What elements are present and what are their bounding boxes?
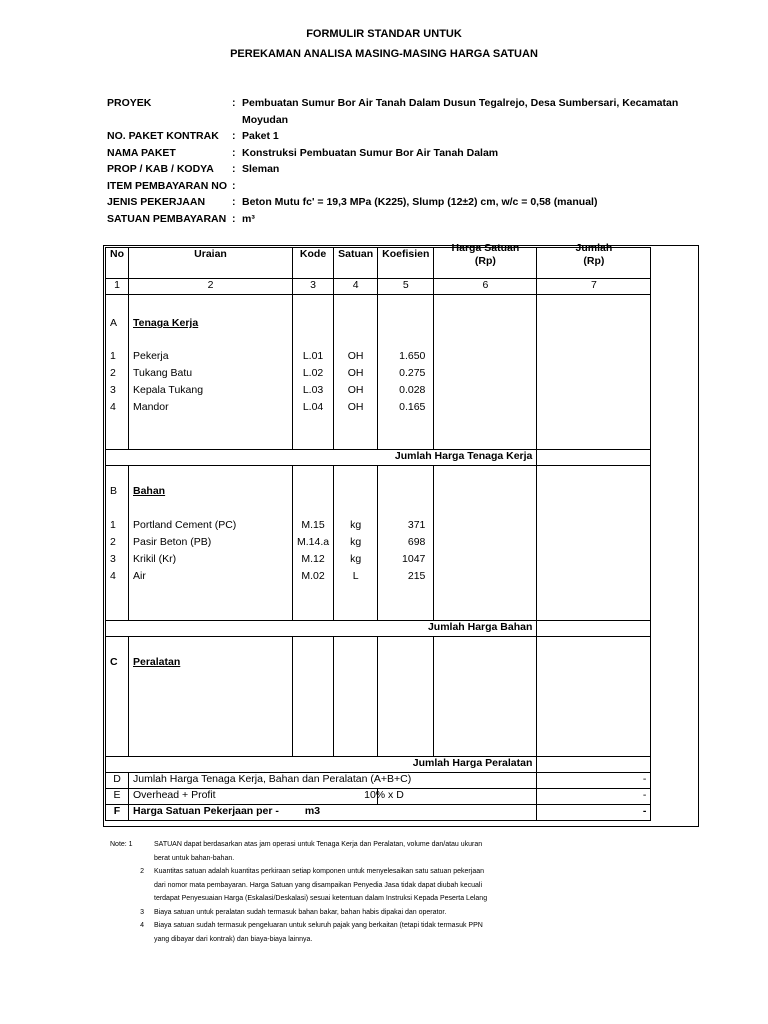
list-item: Pasir Beton (PB) [133, 536, 212, 548]
list-item: Tukang Batu [133, 367, 193, 379]
header-koefisien: Koefisien [378, 248, 434, 279]
footer-row-f: F Harga Satuan Pekerjaan per - m3 - [106, 805, 651, 821]
info-value: Konstruksi Pembuatan Sumur Bor Air Tanah Dalam [242, 146, 499, 159]
info-label: JENIS PEKERJAAN [107, 196, 206, 208]
notes-label: Note: 1 [110, 841, 133, 848]
list-item: Pekerja [133, 350, 169, 362]
project-info [107, 95, 727, 227]
footer-row-e: E Overhead + Profit 10% x D - [106, 789, 651, 805]
section-c-title: Peralatan [133, 656, 181, 668]
list-item: Portland Cement (PC) [133, 519, 237, 531]
info-label: SATUAN PEMBAYARAN [107, 212, 227, 225]
header-jumlah: Jumlah (Rp) [537, 248, 651, 279]
column-number-row: 1 2 3 4 5 6 7 [106, 279, 651, 295]
info-value: Sleman [242, 163, 280, 175]
info-label: PROYEK [107, 97, 152, 109]
info-value: Paket 1 [242, 130, 279, 142]
header-uraian: Uraian [129, 248, 293, 279]
info-row-satuan: SATUAN PEMBAYARAN : m³ [107, 211, 727, 228]
info-row-nama-paket: NAMA PAKET : Konstruksi Pembuatan Sumur Bor Air Tanah Dalam [107, 145, 727, 162]
info-value: Beton Mutu fc' = 19,3 MPa (K225), Slump (12±2) cm, w/c = 0,58 (manual) [242, 196, 598, 208]
list-item: Krikil (Kr) [133, 553, 177, 565]
info-row-item: ITEM PEMBAYARAN NO : [107, 178, 727, 195]
info-label: ITEM PEMBAYARAN NO [107, 179, 227, 192]
info-row-prop: PROP / KAB / KODYA : Sleman [107, 161, 727, 178]
info-row-paket: NO. PAKET KONTRAK : Paket 1 [107, 128, 727, 145]
form-title-line1: FORMULIR STANDAR UNTUK [306, 28, 462, 40]
section-a-body: A 1 2 3 4 Tenaga Kerja Pekerja Tukang Batu Kepala Tukang Mandor L.01 L.02 L.03 L.04 OH OH OH OH 1.650 0.275 0.028 0.165 [106, 295, 651, 450]
header-no: No [106, 248, 129, 279]
section-c-body: C Peralatan [106, 637, 651, 757]
info-row-jenis: JENIS PEKERJAAN : Beton Mutu fc' = 19,3 MPa (K225), Slump (12±2) cm, w/c = 0,58 (manual) [107, 194, 727, 211]
header-harga-satuan: Harga Satuan (Rp) [434, 248, 537, 279]
info-value-cont: Moyudan [242, 113, 289, 126]
info-label: PROP / KAB / KODYA [107, 163, 214, 175]
section-a-total-label: Jumlah Harga Tenaga Kerja [106, 450, 537, 466]
info-label: NO. PAKET KONTRAK [107, 130, 219, 142]
section-c-total-label: Jumlah Harga Peralatan [106, 757, 537, 773]
list-item: Kepala Tukang [133, 384, 204, 396]
info-value: m³ [242, 212, 255, 225]
section-a-total-row [106, 450, 651, 466]
notes: Note: 1 SATUAN dapat berdasarkan atas jam operasi untuk Tenaga Kerja dan Peralatan, volume dan/atau ukuran berat untuk bahan-bahan. 2 Kuantitas satuan adalah kuantitas perkiraan setiap komponen untuk menyelesaikan satu satuan pekerjaan dari nomor mata pembayaran. Harga Satuan yang disampaikan Penyedia Jasa tidak dapat diubah kecuali terdapat Penyesuaian Harga (Eskalasi/Deskalasi) sesuai ketentuan dalam Instruksi Kepada Peserta Lelang 3 Biaya satuan untuk peralatan sudah termasuk bahan bakar, bahan habis dipakai dan operator. 4 Biaya satuan sudah termasuk pengeluaran untuk seluruh pajak yang berkaitan (tetapi tidak termasuk PPN yang dibayar dari kontrak) dan biaya-biaya lainnya. [110, 838, 560, 946]
section-c-total-row [106, 757, 651, 773]
section-b-total-row [106, 621, 651, 637]
section-b-total-label: Jumlah Harga Bahan [106, 621, 537, 637]
section-b-body: B 1 2 3 4 Bahan Portland Cement (PC) Pasir Beton (PB) Krikil (Kr) Air M.15 M.14.a M.12 M.02 kg kg kg L 371 698 1047 215 [106, 466, 651, 621]
header-satuan: Satuan [334, 248, 378, 279]
section-b-title: Bahan [133, 485, 166, 497]
header-kode: Kode [293, 248, 334, 279]
form-title-line2: PEREKAMAN ANALISA MASING-MASING HARGA SATUAN [230, 48, 538, 60]
table-header-row [106, 248, 651, 279]
info-value: Pembuatan Sumur Bor Air Tanah Dalam Dusun Tegalrejo, Desa Sumbersari, Kecamatan [242, 97, 679, 109]
footer-row-d: D Jumlah Harga Tenaga Kerja, Bahan dan Peralatan (A+B+C) - [106, 773, 651, 789]
list-item: Air [133, 570, 146, 582]
list-item: Mandor [133, 401, 169, 413]
info-label: NAMA PAKET [107, 146, 176, 159]
analysis-table [105, 242, 651, 821]
info-row-proyek: PROYEK : Pembuatan Sumur Bor Air Tanah Dalam Dusun Tegalrejo, Desa Sumbersari, Kecamatan [107, 95, 727, 112]
section-a-title: Tenaga Kerja [133, 317, 199, 329]
